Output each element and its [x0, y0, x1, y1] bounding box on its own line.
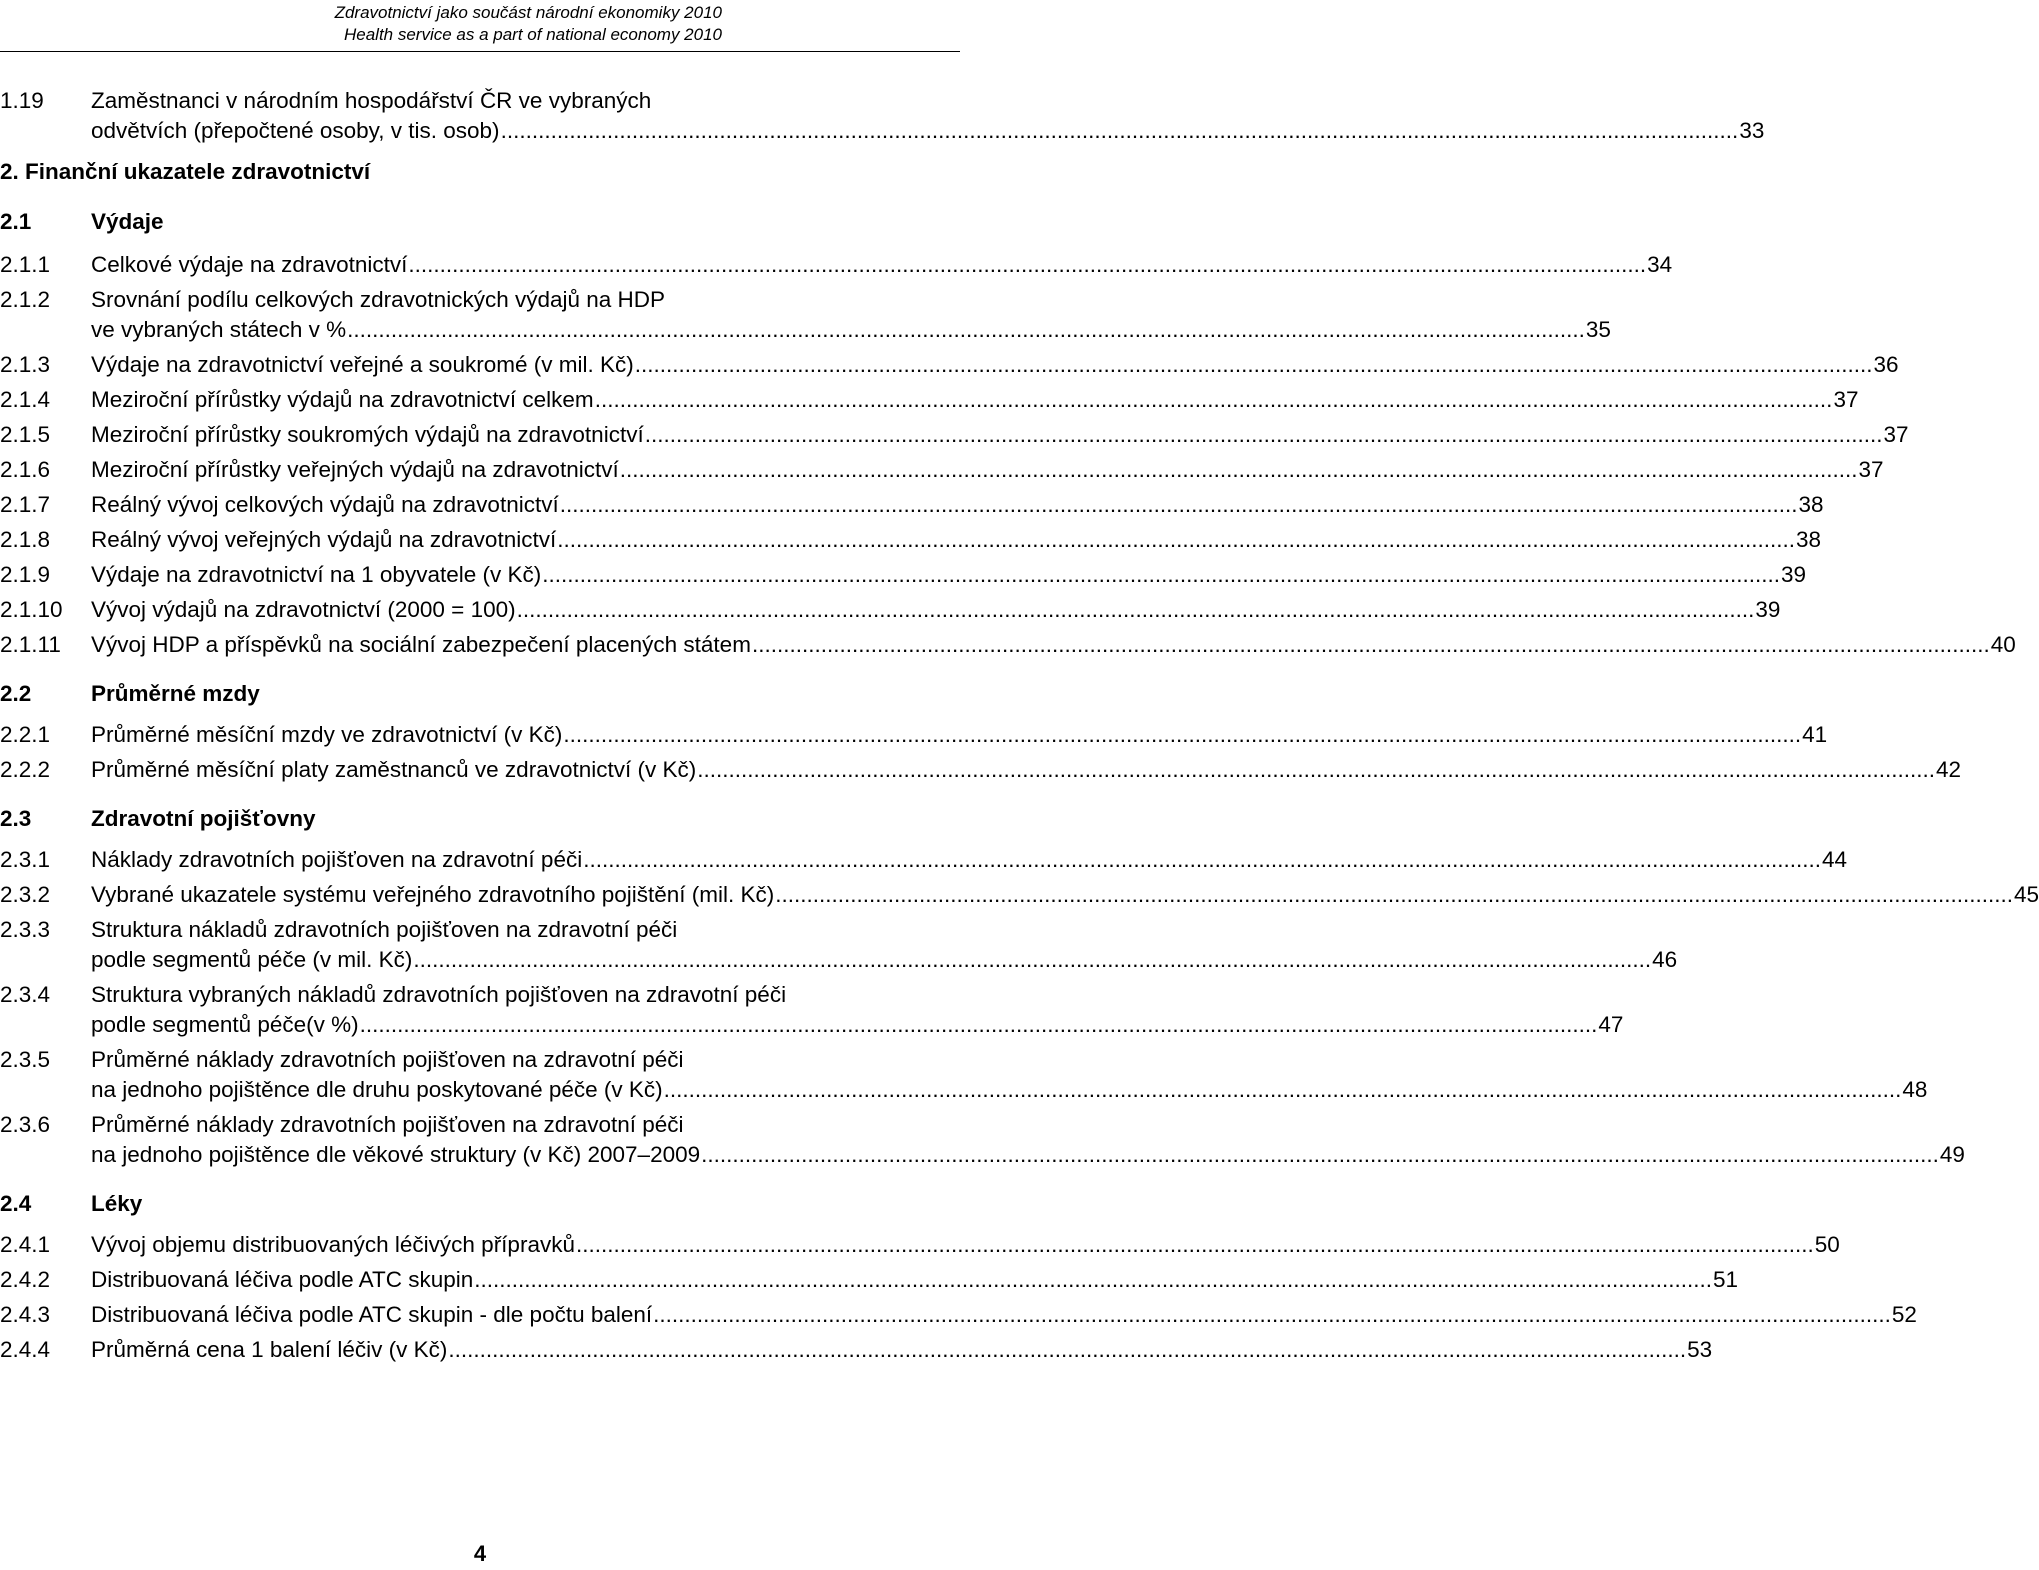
toc-entry-number: 2.1.2 — [0, 287, 51, 312]
toc-line — [0, 1110, 960, 1140]
toc-entry-number: 2.2.2 — [0, 757, 51, 782]
toc-entry-title: Vybrané ukazatele systému veřejného zdravotního pojištění (mil. Kč) — [91, 882, 775, 907]
toc-entry — [0, 595, 1781, 625]
toc-entry-title: odvětvích (přepočtené osoby, v tis. osob) — [91, 118, 500, 143]
toc-line — [0, 350, 1899, 380]
toc-line — [0, 678, 960, 710]
toc-entry-number: 2.2.1 — [0, 722, 51, 747]
toc-leader-row — [91, 560, 1807, 590]
toc-page-number: 39 — [1755, 597, 1781, 622]
toc-entry-number: 2.1.8 — [0, 527, 51, 552]
toc-leader-row — [91, 1140, 1965, 1170]
toc-page-number: 52 — [1891, 1302, 1917, 1327]
toc-leader-dots: ...................................................................................................................................................................................................... — [347, 317, 1585, 342]
toc-entry — [0, 1335, 1713, 1365]
toc-leader-dots: ...................................................................................................................................................................................................... — [542, 562, 1780, 587]
toc-line — [0, 156, 960, 188]
toc-leader-row — [91, 720, 1828, 750]
toc-entry — [0, 455, 1884, 485]
running-header-english: Health service as a part of national economy 2010 — [343, 25, 722, 44]
toc-section-title: Léky — [91, 1191, 143, 1216]
toc-section-title: Výdaje — [91, 209, 164, 234]
toc-entry — [0, 720, 1828, 750]
toc-page-number: 50 — [1814, 1232, 1840, 1257]
toc-entry-title: Meziroční přírůstky veřejných výdajů na zdravotnictví — [91, 457, 619, 482]
toc-entry-title: Průměrné měsíční platy zaměstnanců ve zdravotnictví (v Kč) — [91, 757, 697, 782]
toc-entry — [0, 1045, 1928, 1105]
toc-section-number: 2.1 — [0, 209, 32, 234]
toc-line — [0, 315, 1611, 345]
toc-entry-title: Struktura nákladů zdravotních pojišťoven na zdravotní péči — [91, 917, 678, 942]
toc-leader-row — [91, 1230, 1840, 1260]
toc-page-number: 41 — [1802, 722, 1828, 747]
toc-entry — [0, 525, 1821, 555]
toc-line — [0, 845, 1847, 875]
toc-leader-row — [91, 1300, 1917, 1330]
toc-leader-dots: ...................................................................................................................................................................................................... — [583, 847, 1821, 872]
toc-entry-title: Meziroční přírůstky výdajů na zdravotnictví celkem — [91, 387, 594, 412]
toc-page-number: 39 — [1780, 562, 1807, 587]
toc-section-heading — [0, 1188, 960, 1220]
toc-entry-number: 2.1.7 — [0, 492, 51, 517]
toc-entry-title: podle segmentů péče (v mil. Kč) — [91, 947, 413, 972]
toc-entry — [0, 420, 1909, 450]
toc-entry-title: podle segmentů péče(v %) — [91, 1012, 359, 1037]
toc-entry-title: Zaměstnanci v národním hospodářství ČR ve vybraných — [91, 88, 652, 113]
toc-section-number: 2.2 — [0, 681, 32, 706]
toc-entry — [0, 630, 2016, 660]
toc-leader-row — [91, 595, 1781, 625]
toc-entry — [0, 880, 2039, 910]
toc-line — [0, 116, 1765, 146]
toc-entry-number: 2.3.5 — [0, 1047, 51, 1072]
toc-page-number: 45 — [2014, 882, 2039, 907]
toc-line — [0, 1265, 1739, 1295]
toc-leader-dots: ...................................................................................................................................................................................................... — [697, 757, 1935, 782]
toc-entry-number: 2.1.11 — [0, 632, 61, 657]
toc-entry — [0, 1230, 1840, 1260]
toc-entry-title: Reálný vývoj celkových výdajů na zdravotnictví — [91, 492, 559, 517]
table-of-contents — [0, 86, 2039, 1365]
toc-leader-row — [91, 1335, 1713, 1365]
toc-entry-number: 2.1.9 — [0, 562, 51, 587]
toc-line — [0, 1010, 1624, 1040]
toc-line — [0, 915, 960, 945]
toc-line — [0, 420, 1909, 450]
toc-leader-row — [91, 455, 1884, 485]
toc-entry-number: 2.3.2 — [0, 882, 51, 907]
toc-entry — [0, 980, 1624, 1040]
toc-entry — [0, 1110, 1965, 1170]
running-header-czech: Zdravotnictví jako součást národní ekonomiky 2010 — [334, 3, 722, 22]
toc-page-number: 48 — [1902, 1077, 1928, 1102]
toc-entry — [0, 250, 1673, 280]
toc-page-number: 33 — [1739, 118, 1765, 143]
toc-line — [0, 1300, 1917, 1330]
toc-entry-number: 2.1.6 — [0, 457, 51, 482]
toc-section-title: Průměrné mzdy — [91, 681, 260, 706]
toc-section-title: Zdravotní pojišťovny — [91, 806, 316, 831]
header-divider — [0, 51, 960, 52]
toc-leader-dots: ...................................................................................................................................................................................................... — [359, 1012, 1598, 1037]
toc-line — [0, 755, 1962, 785]
toc-leader-dots: ...................................................................................................................................................................................................... — [557, 527, 1795, 552]
toc-entry — [0, 845, 1847, 875]
toc-entry — [0, 86, 1765, 146]
toc-line — [0, 1140, 1965, 1170]
toc-entry-title: Výdaje na zdravotnictví veřejné a soukromé (v mil. Kč) — [91, 352, 634, 377]
toc-section-heading — [0, 206, 960, 238]
toc-entry — [0, 560, 1807, 590]
toc-page-number: 46 — [1652, 947, 1678, 972]
toc-page-number: 37 — [1858, 457, 1884, 482]
toc-entry-title: Průměrná cena 1 balení léčiv (v Kč) — [91, 1337, 448, 1362]
toc-leader-dots: ...................................................................................................................................................................................................... — [653, 1302, 1891, 1327]
toc-entry — [0, 350, 1899, 380]
toc-entry-title: Distribuovaná léčiva podle ATC skupin - dle počtu balení — [91, 1302, 653, 1327]
page-number: 4 — [473, 1541, 487, 1566]
toc-line — [0, 1045, 960, 1075]
toc-leader-row — [91, 350, 1899, 380]
toc-leader-row — [91, 1010, 1624, 1040]
toc-line — [0, 525, 1821, 555]
toc-page-number: 37 — [1883, 422, 1909, 447]
toc-entry-title: na jednoho pojištěnce dle druhu poskytované péče (v Kč) — [91, 1077, 663, 1102]
toc-leader-row — [91, 630, 2016, 660]
toc-line — [0, 630, 2016, 660]
toc-leader-row — [91, 490, 1824, 520]
toc-leader-dots: ...................................................................................................................................................................................................... — [413, 947, 1652, 972]
toc-entry-title: Průměrné náklady zdravotních pojišťoven na zdravotní péči — [91, 1112, 684, 1137]
toc-leader-row — [91, 1075, 1928, 1105]
toc-entry-number: 2.4.1 — [0, 1232, 51, 1257]
toc-leader-dots: ...................................................................................................................................................................................................... — [516, 597, 1755, 622]
toc-entry-number: 2.1.3 — [0, 352, 51, 377]
toc-entry-title: Srovnání podílu celkových zdravotnických výdajů na HDP — [91, 287, 666, 312]
toc-leader-dots: ...................................................................................................................................................................................................... — [474, 1267, 1713, 1292]
toc-page-number: 42 — [1935, 757, 1962, 782]
toc-entry-number: 2.1.1 — [0, 252, 51, 277]
toc-line — [0, 720, 1828, 750]
toc-leader-dots: ...................................................................................................................................................................................................... — [634, 352, 1873, 377]
toc-page-number: 37 — [1833, 387, 1859, 412]
toc-leader-row — [91, 880, 2039, 910]
toc-leader-row — [91, 385, 1859, 415]
toc-line — [0, 560, 1807, 590]
toc-entry — [0, 1300, 1917, 1330]
toc-leader-dots: ...................................................................................................................................................................................................... — [644, 422, 1883, 447]
toc-entry-number: 2.1.4 — [0, 387, 51, 412]
toc-entry-number: 2.3.1 — [0, 847, 51, 872]
toc-line — [0, 385, 1859, 415]
toc-line — [0, 250, 1673, 280]
toc-leader-dots: ...................................................................................................................................................................................................... — [563, 722, 1802, 747]
toc-line — [0, 945, 1678, 975]
toc-line — [0, 285, 960, 315]
toc-section-number: 2.3 — [0, 806, 32, 831]
toc-entry — [0, 285, 1611, 345]
toc-page-number: 40 — [1990, 632, 2016, 657]
toc-leader-row — [91, 250, 1673, 280]
toc-entry-title: Struktura vybraných nákladů zdravotních pojišťoven na zdravotní péči — [91, 982, 787, 1007]
toc-leader-row — [91, 315, 1611, 345]
toc-entry-title: Průměrné náklady zdravotních pojišťoven na zdravotní péči — [91, 1047, 684, 1072]
toc-line — [0, 206, 960, 238]
toc-entry-title: Výdaje na zdravotnictví na 1 obyvatele (v Kč) — [91, 562, 542, 587]
toc-page-number: 47 — [1598, 1012, 1624, 1037]
toc-leader-dots: ...................................................................................................................................................................................................... — [663, 1077, 1902, 1102]
toc-leader-dots: ...................................................................................................................................................................................................... — [559, 492, 1798, 517]
toc-entry-title: Reálný vývoj veřejných výdajů na zdravotnictví — [91, 527, 557, 552]
toc-entry-number: 2.4.4 — [0, 1337, 51, 1362]
toc-leader-row — [91, 945, 1678, 975]
toc-entry-number: 2.3.3 — [0, 917, 51, 942]
toc-page-number: 38 — [1798, 492, 1824, 517]
toc-section-heading — [0, 678, 960, 710]
toc-entry — [0, 915, 1678, 975]
toc-entry-title: Distribuovaná léčiva podle ATC skupin — [91, 1267, 474, 1292]
toc-entry-title: ve vybraných státech v % — [91, 317, 347, 342]
toc-entry — [0, 755, 1962, 785]
toc-line — [0, 455, 1884, 485]
toc-line — [0, 880, 2039, 910]
toc-entry-number: 1.19 — [0, 88, 44, 113]
toc-entry-title: na jednoho pojištěnce dle věkové struktury (v Kč) 2007–2009 — [91, 1142, 701, 1167]
toc-entry-title: Průměrné měsíční mzdy ve zdravotnictví (v Kč) — [91, 722, 563, 747]
toc-page-number: 35 — [1585, 317, 1611, 342]
toc-line — [0, 490, 1824, 520]
toc-leader-dots: ...................................................................................................................................................................................................... — [619, 457, 1858, 482]
toc-leader-dots: ...................................................................................................................................................................................................... — [775, 882, 2014, 907]
toc-page-number: 36 — [1873, 352, 1899, 377]
toc-leader-row — [91, 420, 1909, 450]
toc-entry-title: Celkové výdaje na zdravotnictví — [91, 252, 408, 277]
toc-line — [0, 1075, 1928, 1105]
toc-line — [0, 86, 960, 116]
toc-leader-row — [91, 525, 1821, 555]
toc-page-number: 44 — [1821, 847, 1847, 872]
toc-line — [0, 595, 1781, 625]
toc-page-number: 51 — [1713, 1267, 1739, 1292]
toc-entry-title: Vývoj výdajů na zdravotnictví (2000 = 100) — [91, 597, 516, 622]
toc-leader-row — [91, 755, 1962, 785]
toc-leader-dots: ...................................................................................................................................................................................................... — [408, 252, 1647, 277]
toc-section-heading — [0, 803, 960, 835]
toc-leader-row — [91, 116, 1765, 146]
toc-entry-number: 2.4.2 — [0, 1267, 51, 1292]
toc-entry — [0, 385, 1859, 415]
toc-entry-number: 2.4.3 — [0, 1302, 51, 1327]
toc-entry-number: 2.1.5 — [0, 422, 51, 447]
toc-leader-dots: ...................................................................................................................................................................................................... — [751, 632, 1990, 657]
toc-line — [0, 1335, 1713, 1365]
toc-entry-title: Vývoj HDP a příspěvků na sociální zabezpečení placených státem — [91, 632, 751, 657]
toc-entry-number: 2.1.10 — [0, 597, 63, 622]
toc-line — [0, 980, 960, 1010]
toc-section-heading — [0, 156, 960, 188]
toc-entry-title: Meziroční přírůstky soukromých výdajů na zdravotnictví — [91, 422, 644, 447]
toc-leader-row — [91, 845, 1847, 875]
toc-section-number: 2.4 — [0, 1191, 32, 1216]
toc-line — [0, 1188, 960, 1220]
toc-entry — [0, 1265, 1739, 1295]
toc-page-number: 34 — [1647, 252, 1673, 277]
toc-entry-title: Vývoj objemu distribuovaných léčivých přípravků — [91, 1232, 575, 1257]
toc-leader-dots: ...................................................................................................................................................................................................... — [448, 1337, 1687, 1362]
toc-page-number: 38 — [1795, 527, 1821, 552]
toc-line — [0, 1230, 1840, 1260]
toc-leader-dots: ...................................................................................................................................................................................................... — [575, 1232, 1814, 1257]
toc-leader-dots: ...................................................................................................................................................................................................... — [594, 387, 1833, 412]
toc-leader-dots: ...................................................................................................................................................................................................... — [701, 1142, 1939, 1167]
toc-entry-number: 2.3.6 — [0, 1112, 51, 1137]
toc-entry-title: Náklady zdravotních pojišťoven na zdravotní péči — [91, 847, 583, 872]
toc-entry-number: 2.3.4 — [0, 982, 51, 1007]
toc-leader-dots: ...................................................................................................................................................................................................... — [500, 118, 1739, 143]
running-header — [335, 2, 722, 46]
toc-chapter-title: 2. Finanční ukazatele zdravotnictví — [0, 159, 371, 184]
toc-leader-row — [91, 1265, 1739, 1295]
toc-line — [0, 803, 960, 835]
toc-page-number: 49 — [1939, 1142, 1965, 1167]
toc-entry — [0, 490, 1824, 520]
toc-page-number: 53 — [1687, 1337, 1713, 1362]
